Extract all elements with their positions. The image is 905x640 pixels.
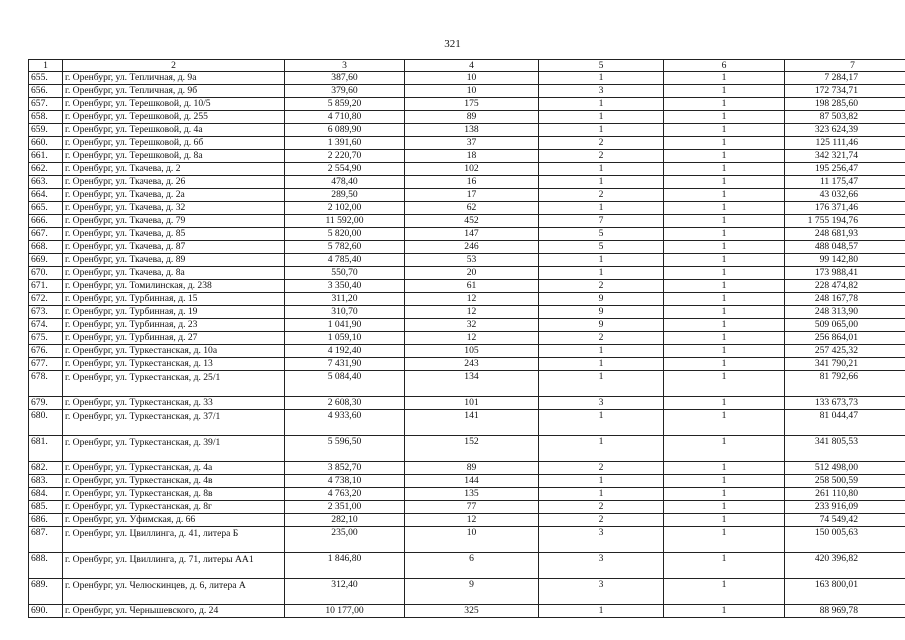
area-cell: 4 192,40 bbox=[285, 345, 405, 358]
count-cell: 175 bbox=[405, 98, 539, 111]
row-number-cell: 676. bbox=[29, 345, 63, 358]
amount-cell: 81 044,47 bbox=[785, 410, 905, 436]
col5-cell: 9 bbox=[539, 306, 664, 319]
count-cell: 101 bbox=[405, 397, 539, 410]
col5-cell: 1 bbox=[539, 98, 664, 111]
col6-cell: 1 bbox=[664, 527, 785, 553]
col6-cell: 1 bbox=[664, 72, 785, 85]
col6-cell: 1 bbox=[664, 319, 785, 332]
col5-cell: 1 bbox=[539, 202, 664, 215]
count-cell: 152 bbox=[405, 436, 539, 462]
amount-cell: 341 805,53 bbox=[785, 436, 905, 462]
row-number-cell: 666. bbox=[29, 215, 63, 228]
table-row bbox=[29, 332, 905, 345]
count-cell: 32 bbox=[405, 319, 539, 332]
address-cell: г. Оренбург, ул. Терешковой, д. 8а bbox=[63, 150, 285, 163]
count-cell: 9 bbox=[405, 579, 539, 605]
col6-cell: 1 bbox=[664, 215, 785, 228]
count-cell: 325 bbox=[405, 605, 539, 618]
table-row bbox=[29, 462, 905, 475]
col6-cell: 1 bbox=[664, 254, 785, 267]
count-cell: 135 bbox=[405, 488, 539, 501]
col6-cell: 1 bbox=[664, 579, 785, 605]
count-cell: 37 bbox=[405, 137, 539, 150]
col5-cell: 3 bbox=[539, 527, 664, 553]
count-cell: 12 bbox=[405, 306, 539, 319]
column-header: 6 bbox=[664, 60, 785, 72]
address-cell: г. Оренбург, ул. Турбинная, д. 15 bbox=[63, 293, 285, 306]
table-row bbox=[29, 228, 905, 241]
col6-cell: 1 bbox=[664, 293, 785, 306]
table-row bbox=[29, 150, 905, 163]
count-cell: 147 bbox=[405, 228, 539, 241]
table-row bbox=[29, 293, 905, 306]
col6-cell: 1 bbox=[664, 475, 785, 488]
table-row bbox=[29, 98, 905, 111]
table-row bbox=[29, 319, 905, 332]
address-cell: г. Оренбург, ул. Терешковой, д. 255 bbox=[63, 111, 285, 124]
row-number-cell: 655. bbox=[29, 72, 63, 85]
address-cell: г. Оренбург, ул. Туркестанская, д. 25/1 bbox=[63, 371, 285, 397]
col5-cell: 3 bbox=[539, 579, 664, 605]
table-row bbox=[29, 72, 905, 85]
table-row bbox=[29, 202, 905, 215]
table-row bbox=[29, 124, 905, 137]
col6-cell: 1 bbox=[664, 124, 785, 137]
count-cell: 452 bbox=[405, 215, 539, 228]
col6-cell: 1 bbox=[664, 436, 785, 462]
table-row bbox=[29, 189, 905, 202]
row-number-cell: 663. bbox=[29, 176, 63, 189]
amount-cell: 11 175,47 bbox=[785, 176, 905, 189]
address-cell: г. Оренбург, ул. Туркестанская, д. 4в bbox=[63, 475, 285, 488]
address-cell: г. Оренбург, ул. Ткачева, д. 26 bbox=[63, 176, 285, 189]
address-cell: г. Оренбург, ул. Туркестанская, д. 33 bbox=[63, 397, 285, 410]
count-cell: 10 bbox=[405, 72, 539, 85]
amount-cell: 173 988,41 bbox=[785, 267, 905, 280]
table-row bbox=[29, 553, 905, 579]
col5-cell: 1 bbox=[539, 254, 664, 267]
table-row bbox=[29, 111, 905, 124]
table-row bbox=[29, 163, 905, 176]
address-cell: г. Оренбург, ул. Томилинская, д. 238 bbox=[63, 280, 285, 293]
row-number-cell: 660. bbox=[29, 137, 63, 150]
area-cell: 379,60 bbox=[285, 85, 405, 98]
col5-cell: 1 bbox=[539, 267, 664, 280]
address-cell: г. Оренбург, ул. Терешковой, д. 6б bbox=[63, 137, 285, 150]
address-cell: г. Оренбург, ул. Туркестанская, д. 13 bbox=[63, 358, 285, 371]
row-number-cell: 670. bbox=[29, 267, 63, 280]
count-cell: 138 bbox=[405, 124, 539, 137]
area-cell: 11 592,00 bbox=[285, 215, 405, 228]
col5-cell: 9 bbox=[539, 293, 664, 306]
amount-cell: 261 110,80 bbox=[785, 488, 905, 501]
col5-cell: 1 bbox=[539, 475, 664, 488]
table-row bbox=[29, 137, 905, 150]
area-cell: 2 102,00 bbox=[285, 202, 405, 215]
area-cell: 478,40 bbox=[285, 176, 405, 189]
col5-cell: 1 bbox=[539, 436, 664, 462]
area-cell: 2 608,30 bbox=[285, 397, 405, 410]
area-cell: 2 220,70 bbox=[285, 150, 405, 163]
address-cell: г. Оренбург, ул. Турбинная, д. 23 bbox=[63, 319, 285, 332]
address-cell: г. Оренбург, ул. Ткачева, д. 2 bbox=[63, 163, 285, 176]
address-cell: г. Оренбург, ул. Терешковой, д. 10/5 bbox=[63, 98, 285, 111]
row-number-cell: 684. bbox=[29, 488, 63, 501]
count-cell: 134 bbox=[405, 371, 539, 397]
area-cell: 5 596,50 bbox=[285, 436, 405, 462]
amount-cell: 74 549,42 bbox=[785, 514, 905, 527]
row-number-cell: 659. bbox=[29, 124, 63, 137]
header-row bbox=[29, 60, 905, 72]
row-number-cell: 680. bbox=[29, 410, 63, 436]
table-row bbox=[29, 605, 905, 618]
address-cell: г. Оренбург, ул. Тепличная, д. 9б bbox=[63, 85, 285, 98]
col5-cell: 2 bbox=[539, 514, 664, 527]
table-row bbox=[29, 280, 905, 293]
area-cell: 6 089,90 bbox=[285, 124, 405, 137]
column-header: 2 bbox=[63, 60, 285, 72]
amount-cell: 256 864,01 bbox=[785, 332, 905, 345]
table-row bbox=[29, 397, 905, 410]
row-number-cell: 689. bbox=[29, 579, 63, 605]
address-cell: г. Оренбург, ул. Терешковой, д. 4а bbox=[63, 124, 285, 137]
amount-cell: 233 916,09 bbox=[785, 501, 905, 514]
amount-cell: 342 321,74 bbox=[785, 150, 905, 163]
area-cell: 10 177,00 bbox=[285, 605, 405, 618]
amount-cell: 133 673,73 bbox=[785, 397, 905, 410]
amount-cell: 420 396,82 bbox=[785, 553, 905, 579]
table-row bbox=[29, 85, 905, 98]
col6-cell: 1 bbox=[664, 345, 785, 358]
amount-cell: 43 032,66 bbox=[785, 189, 905, 202]
area-cell: 3 350,40 bbox=[285, 280, 405, 293]
table-row bbox=[29, 241, 905, 254]
area-cell: 7 431,90 bbox=[285, 358, 405, 371]
amount-cell: 509 065,00 bbox=[785, 319, 905, 332]
table-row bbox=[29, 176, 905, 189]
address-cell: г. Оренбург, ул. Цвиллинга, д. 71, литеры АА1 bbox=[63, 553, 285, 579]
amount-cell: 248 681,93 bbox=[785, 228, 905, 241]
col6-cell: 1 bbox=[664, 397, 785, 410]
table-row bbox=[29, 345, 905, 358]
area-cell: 2 351,00 bbox=[285, 501, 405, 514]
address-cell: г. Оренбург, ул. Туркестанская, д. 10а bbox=[63, 345, 285, 358]
count-cell: 246 bbox=[405, 241, 539, 254]
amount-cell: 341 790,21 bbox=[785, 358, 905, 371]
amount-cell: 323 624,39 bbox=[785, 124, 905, 137]
col6-cell: 1 bbox=[664, 241, 785, 254]
col6-cell: 1 bbox=[664, 410, 785, 436]
address-cell: г. Оренбург, ул. Уфимская, д. 66 bbox=[63, 514, 285, 527]
count-cell: 16 bbox=[405, 176, 539, 189]
amount-cell: 198 285,60 bbox=[785, 98, 905, 111]
table-row bbox=[29, 410, 905, 436]
area-cell: 4 738,10 bbox=[285, 475, 405, 488]
count-cell: 77 bbox=[405, 501, 539, 514]
col6-cell: 1 bbox=[664, 176, 785, 189]
col6-cell: 1 bbox=[664, 605, 785, 618]
col6-cell: 1 bbox=[664, 163, 785, 176]
row-number-cell: 664. bbox=[29, 189, 63, 202]
table-row bbox=[29, 501, 905, 514]
col5-cell: 1 bbox=[539, 605, 664, 618]
col5-cell: 2 bbox=[539, 501, 664, 514]
area-cell: 4 785,40 bbox=[285, 254, 405, 267]
column-header: 3 bbox=[285, 60, 405, 72]
col6-cell: 1 bbox=[664, 85, 785, 98]
col5-cell: 1 bbox=[539, 176, 664, 189]
address-cell: г. Оренбург, ул. Туркестанская, д. 39/1 bbox=[63, 436, 285, 462]
area-cell: 3 852,70 bbox=[285, 462, 405, 475]
row-number-cell: 671. bbox=[29, 280, 63, 293]
count-cell: 6 bbox=[405, 553, 539, 579]
column-header: 5 bbox=[539, 60, 664, 72]
count-cell: 89 bbox=[405, 111, 539, 124]
amount-cell: 88 969,78 bbox=[785, 605, 905, 618]
address-cell: г. Оренбург, ул. Туркестанская, д. 8г bbox=[63, 501, 285, 514]
row-number-cell: 662. bbox=[29, 163, 63, 176]
count-cell: 10 bbox=[405, 85, 539, 98]
col6-cell: 1 bbox=[664, 228, 785, 241]
amount-cell: 512 498,00 bbox=[785, 462, 905, 475]
page-number: 321 bbox=[444, 38, 461, 50]
row-number-cell: 686. bbox=[29, 514, 63, 527]
area-cell: 1 391,60 bbox=[285, 137, 405, 150]
row-number-cell: 668. bbox=[29, 241, 63, 254]
row-number-cell: 682. bbox=[29, 462, 63, 475]
col5-cell: 5 bbox=[539, 241, 664, 254]
address-cell: г. Оренбург, ул. Турбинная, д. 19 bbox=[63, 306, 285, 319]
address-cell: г. Оренбург, ул. Туркестанская, д. 4а bbox=[63, 462, 285, 475]
col6-cell: 1 bbox=[664, 462, 785, 475]
table-row bbox=[29, 267, 905, 280]
address-cell: г. Оренбург, ул. Ткачева, д. 2а bbox=[63, 189, 285, 202]
area-cell: 282,10 bbox=[285, 514, 405, 527]
table-row bbox=[29, 358, 905, 371]
column-header: 7 bbox=[785, 60, 905, 72]
address-cell: г. Оренбург, ул. Ткачева, д. 87 bbox=[63, 241, 285, 254]
amount-cell: 488 048,57 bbox=[785, 241, 905, 254]
area-cell: 5 820,00 bbox=[285, 228, 405, 241]
row-number-cell: 674. bbox=[29, 319, 63, 332]
col6-cell: 1 bbox=[664, 280, 785, 293]
row-number-cell: 677. bbox=[29, 358, 63, 371]
area-cell: 4 763,20 bbox=[285, 488, 405, 501]
count-cell: 53 bbox=[405, 254, 539, 267]
area-cell: 312,40 bbox=[285, 579, 405, 605]
col5-cell: 3 bbox=[539, 85, 664, 98]
address-cell: г. Оренбург, ул. Цвиллинга, д. 41, литера Б bbox=[63, 527, 285, 553]
amount-cell: 228 474,82 bbox=[785, 280, 905, 293]
amount-cell: 195 256,47 bbox=[785, 163, 905, 176]
col5-cell: 2 bbox=[539, 280, 664, 293]
count-cell: 12 bbox=[405, 293, 539, 306]
col6-cell: 1 bbox=[664, 332, 785, 345]
register-table bbox=[28, 59, 905, 618]
col5-cell: 1 bbox=[539, 163, 664, 176]
area-cell: 5 782,60 bbox=[285, 241, 405, 254]
col5-cell: 1 bbox=[539, 371, 664, 397]
count-cell: 144 bbox=[405, 475, 539, 488]
count-cell: 12 bbox=[405, 514, 539, 527]
col6-cell: 1 bbox=[664, 202, 785, 215]
area-cell: 235,00 bbox=[285, 527, 405, 553]
col6-cell: 1 bbox=[664, 488, 785, 501]
col6-cell: 1 bbox=[664, 98, 785, 111]
address-cell: г. Оренбург, ул. Ткачева, д. 8а bbox=[63, 267, 285, 280]
row-number-cell: 669. bbox=[29, 254, 63, 267]
table-row bbox=[29, 215, 905, 228]
col6-cell: 1 bbox=[664, 189, 785, 202]
address-cell: г. Оренбург, ул. Тепличная, д. 9а bbox=[63, 72, 285, 85]
amount-cell: 99 142,80 bbox=[785, 254, 905, 267]
area-cell: 5 084,40 bbox=[285, 371, 405, 397]
row-number-cell: 685. bbox=[29, 501, 63, 514]
area-cell: 4 933,60 bbox=[285, 410, 405, 436]
col6-cell: 1 bbox=[664, 371, 785, 397]
amount-cell: 176 371,46 bbox=[785, 202, 905, 215]
area-cell: 310,70 bbox=[285, 306, 405, 319]
amount-cell: 7 284,17 bbox=[785, 72, 905, 85]
table-row bbox=[29, 475, 905, 488]
amount-cell: 172 734,71 bbox=[785, 85, 905, 98]
area-cell: 1 059,10 bbox=[285, 332, 405, 345]
row-number-cell: 678. bbox=[29, 371, 63, 397]
col6-cell: 1 bbox=[664, 111, 785, 124]
row-number-cell: 672. bbox=[29, 293, 63, 306]
col6-cell: 1 bbox=[664, 553, 785, 579]
count-cell: 17 bbox=[405, 189, 539, 202]
area-cell: 4 710,80 bbox=[285, 111, 405, 124]
area-cell: 1 846,80 bbox=[285, 553, 405, 579]
col5-cell: 1 bbox=[539, 345, 664, 358]
col5-cell: 2 bbox=[539, 189, 664, 202]
table-row bbox=[29, 254, 905, 267]
row-number-cell: 681. bbox=[29, 436, 63, 462]
col6-cell: 1 bbox=[664, 514, 785, 527]
address-cell: г. Оренбург, ул. Туркестанская, д. 8в bbox=[63, 488, 285, 501]
col5-cell: 1 bbox=[539, 124, 664, 137]
amount-cell: 125 111,46 bbox=[785, 137, 905, 150]
count-cell: 141 bbox=[405, 410, 539, 436]
address-cell: г. Оренбург, ул. Челюскинцев, д. 6, литера А bbox=[63, 579, 285, 605]
amount-cell: 150 005,63 bbox=[785, 527, 905, 553]
row-number-cell: 673. bbox=[29, 306, 63, 319]
count-cell: 12 bbox=[405, 332, 539, 345]
col5-cell: 1 bbox=[539, 72, 664, 85]
row-number-cell: 658. bbox=[29, 111, 63, 124]
amount-cell: 248 313,90 bbox=[785, 306, 905, 319]
amount-cell: 87 503,82 bbox=[785, 111, 905, 124]
count-cell: 102 bbox=[405, 163, 539, 176]
col6-cell: 1 bbox=[664, 137, 785, 150]
col5-cell: 1 bbox=[539, 488, 664, 501]
col6-cell: 1 bbox=[664, 267, 785, 280]
row-number-cell: 687. bbox=[29, 527, 63, 553]
amount-cell: 1 755 194,76 bbox=[785, 215, 905, 228]
count-cell: 61 bbox=[405, 280, 539, 293]
row-number-cell: 667. bbox=[29, 228, 63, 241]
col5-cell: 2 bbox=[539, 150, 664, 163]
row-number-cell: 661. bbox=[29, 150, 63, 163]
count-cell: 62 bbox=[405, 202, 539, 215]
column-header: 1 bbox=[29, 60, 63, 72]
table-row bbox=[29, 514, 905, 527]
col5-cell: 1 bbox=[539, 111, 664, 124]
count-cell: 18 bbox=[405, 150, 539, 163]
row-number-cell: 657. bbox=[29, 98, 63, 111]
area-cell: 311,20 bbox=[285, 293, 405, 306]
table-row bbox=[29, 488, 905, 501]
address-cell: г. Оренбург, ул. Чернышевского, д. 24 bbox=[63, 605, 285, 618]
area-cell: 289,50 bbox=[285, 189, 405, 202]
col5-cell: 2 bbox=[539, 332, 664, 345]
col5-cell: 5 bbox=[539, 228, 664, 241]
area-cell: 387,60 bbox=[285, 72, 405, 85]
col6-cell: 1 bbox=[664, 501, 785, 514]
table-row bbox=[29, 527, 905, 553]
row-number-cell: 656. bbox=[29, 85, 63, 98]
table-row bbox=[29, 579, 905, 605]
col5-cell: 2 bbox=[539, 462, 664, 475]
column-header: 4 bbox=[405, 60, 539, 72]
address-cell: г. Оренбург, ул. Туркестанская, д. 37/1 bbox=[63, 410, 285, 436]
row-number-cell: 690. bbox=[29, 605, 63, 618]
area-cell: 1 041,90 bbox=[285, 319, 405, 332]
amount-cell: 248 167,78 bbox=[785, 293, 905, 306]
amount-cell: 258 500,59 bbox=[785, 475, 905, 488]
table-row bbox=[29, 371, 905, 397]
col5-cell: 1 bbox=[539, 358, 664, 371]
count-cell: 20 bbox=[405, 267, 539, 280]
col6-cell: 1 bbox=[664, 358, 785, 371]
area-cell: 2 554,90 bbox=[285, 163, 405, 176]
address-cell: г. Оренбург, ул. Турбинная, д. 27 bbox=[63, 332, 285, 345]
col5-cell: 9 bbox=[539, 319, 664, 332]
amount-cell: 81 792,66 bbox=[785, 371, 905, 397]
col5-cell: 3 bbox=[539, 553, 664, 579]
col5-cell: 3 bbox=[539, 397, 664, 410]
table-row bbox=[29, 306, 905, 319]
table-row bbox=[29, 436, 905, 462]
address-cell: г. Оренбург, ул. Ткачева, д. 89 bbox=[63, 254, 285, 267]
row-number-cell: 688. bbox=[29, 553, 63, 579]
row-number-cell: 665. bbox=[29, 202, 63, 215]
col6-cell: 1 bbox=[664, 150, 785, 163]
col6-cell: 1 bbox=[664, 306, 785, 319]
col5-cell: 1 bbox=[539, 410, 664, 436]
row-number-cell: 675. bbox=[29, 332, 63, 345]
col5-cell: 2 bbox=[539, 137, 664, 150]
address-cell: г. Оренбург, ул. Ткачева, д. 32 bbox=[63, 202, 285, 215]
count-cell: 105 bbox=[405, 345, 539, 358]
count-cell: 89 bbox=[405, 462, 539, 475]
row-number-cell: 683. bbox=[29, 475, 63, 488]
amount-cell: 257 425,32 bbox=[785, 345, 905, 358]
address-cell: г. Оренбург, ул. Ткачева, д. 85 bbox=[63, 228, 285, 241]
amount-cell: 163 800,01 bbox=[785, 579, 905, 605]
col5-cell: 7 bbox=[539, 215, 664, 228]
area-cell: 5 859,20 bbox=[285, 98, 405, 111]
row-number-cell: 679. bbox=[29, 397, 63, 410]
count-cell: 10 bbox=[405, 527, 539, 553]
area-cell: 550,70 bbox=[285, 267, 405, 280]
count-cell: 243 bbox=[405, 358, 539, 371]
address-cell: г. Оренбург, ул. Ткачева, д. 79 bbox=[63, 215, 285, 228]
